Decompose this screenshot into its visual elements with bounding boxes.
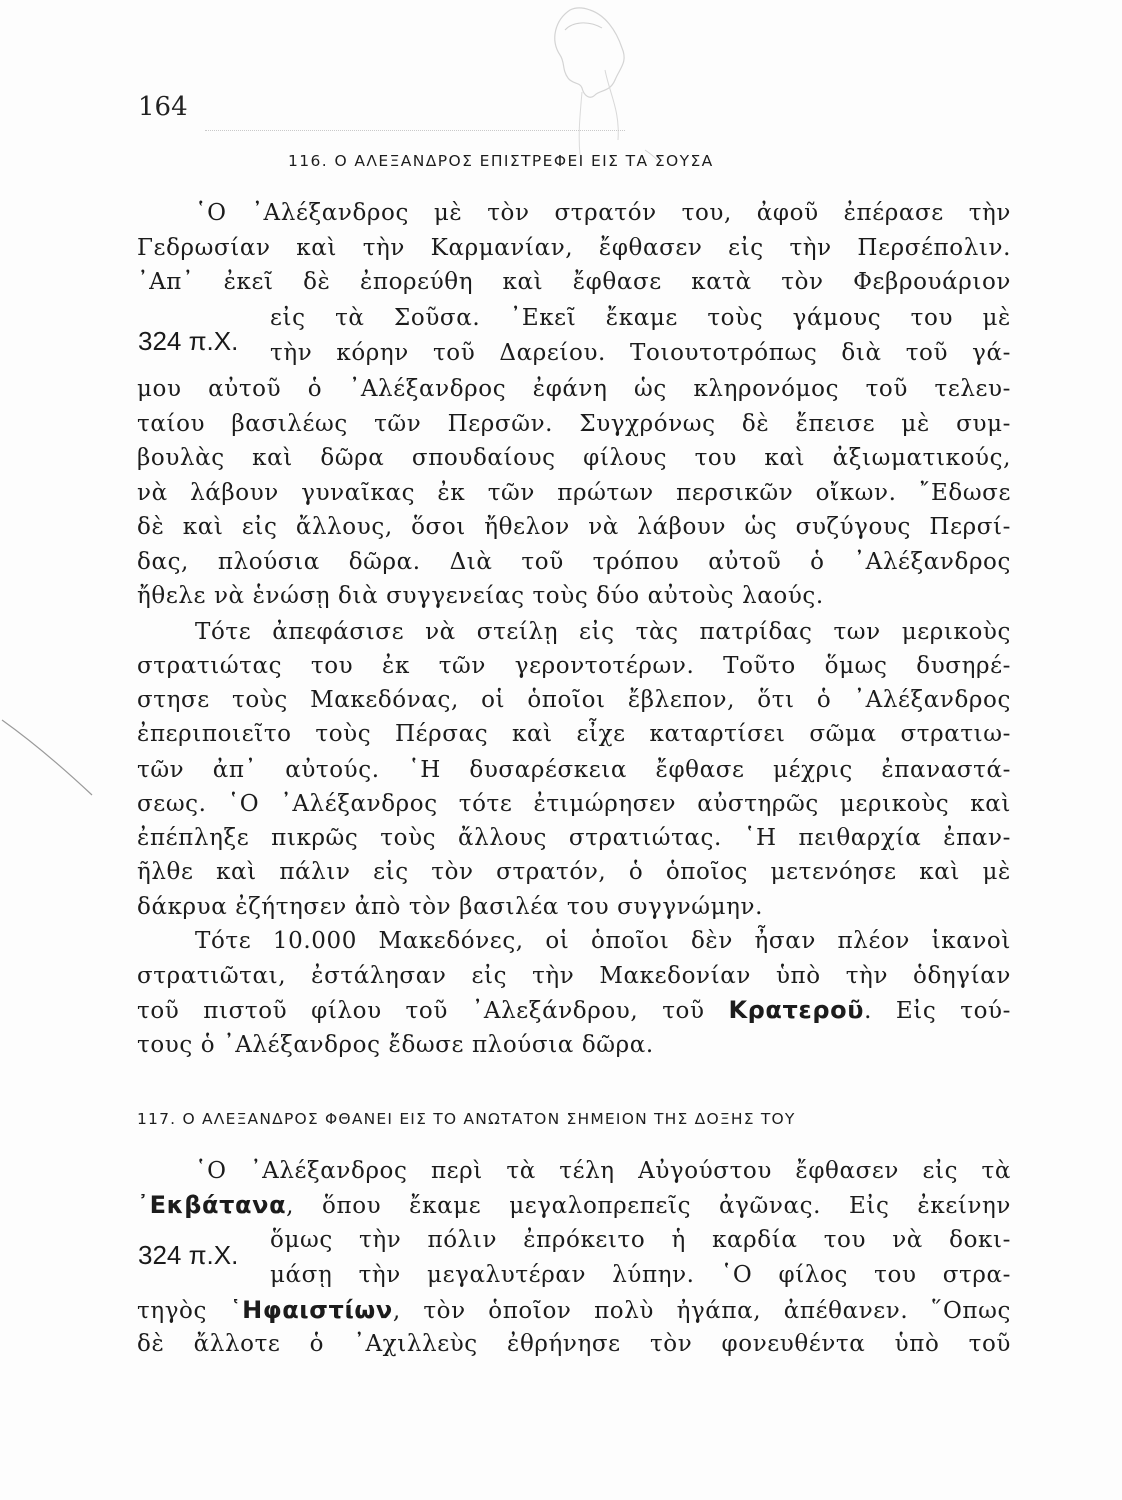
text-line: Τότε 10.000 Μακεδόνες, οἱ ὁποῖοι δὲν ἦσαν πλέον ἱκανοὶ (195, 928, 1011, 954)
name-ekbatana: ᾿Εκβάτανα (137, 1191, 287, 1219)
text-line: βουλὰς καὶ δῶρα σπουδαίους φίλους του καὶ ἀξιωματικούς, (137, 445, 1011, 471)
text-line: τὴν κόρην τοῦ Δαρείου. Τοιουτοτρόπως διὰ τοῦ γά- (270, 340, 1011, 366)
text-line: ῾Ο ᾿Αλέξανδρος μὲ τὸν στρατόν του, ἀφοῦ ἐπέρασε τὴν (195, 200, 1011, 226)
text-line (137, 1189, 1011, 1222)
text-line: μάσῃ τὴν μεγαλυτέραν λύπην. ῾Ο φίλος του στρα- (270, 1262, 1011, 1288)
text-fragment: . Εἰς τού- (864, 998, 1011, 1024)
text-line: Τότε ἀπεφάσισε νὰ στείλῃ εἰς τὰς πατρίδας των μερικοὺς (195, 619, 1011, 645)
text-line: ᾿Απ᾿ ἐκεῖ δὲ ἐπορεύθη καὶ ἔφθασε κατὰ τὸν Φεβρουάριον (137, 269, 1011, 295)
text-line: δὲ καὶ εἰς ἄλλους, ὅσοι ἤθελον νὰ λάβουν ὡς συζύγους Περσί- (137, 514, 1011, 540)
text-line: σεως. ῾Ο ᾿Αλέξανδρος τότε ἐτιμώρησεν αὐστηρῶς μερικοὺς καὶ (137, 791, 1011, 817)
text-line: ῆλθε καὶ πάλιν εἰς τὸν στρατόν, ὁ ὁποῖος μετενόησε καὶ μὲ (137, 859, 1011, 885)
pencil-sketch-head (510, 0, 670, 160)
text-line: δας, πλούσια δῶρα. Διὰ τοῦ τρόπου αὐτοῦ ὁ ᾿Αλέξανδρος (137, 549, 1011, 575)
name-hephaistion: ῾Ηφαιστίων (229, 1296, 393, 1324)
text-line: ὅμως τὴν πόλιν ἐπρόκειτο ἡ καρδία του νὰ δοκι- (270, 1227, 1011, 1253)
page-number: 164 (138, 92, 188, 122)
text-line: ῾Ο ᾿Αλέξανδρος περὶ τὰ τέλη Αὐγούστου ἔφθασεν εἰς τὰ (195, 1158, 1011, 1184)
name-kraterou: Κρατεροῦ (728, 996, 865, 1024)
section-title-117: 117. Ο ΑΛΕΞΑΝΔΡΟΣ ΦΘΑΝΕΙ ΕΙΣ ΤΟ ΑΝΩΤΑΤΟΝ ΣΗΜΕΙΟΝ ΤΗΣ ΔΟΞΗΣ ΤΟΥ (137, 1110, 796, 1128)
text-line: τῶν ἀπ᾿ αὐτούς. ῾Η δυσαρέσκεια ἔφθασε μέχρις ἐπαναστά- (137, 757, 1011, 783)
text-line: εἰς τὰ Σοῦσα. ᾿Εκεῖ ἔκαμε τοὺς γάμους του μὲ (270, 305, 1011, 331)
section-title-116: 116. Ο ΑΛΕΞΑΝΔΡΟΣ ΕΠΙΣΤΡΕΦΕΙ ΕΙΣ ΤΑ ΣΟΥΣΑ (288, 152, 714, 170)
margin-pencil-stroke (0, 700, 110, 810)
text-line: ἐπεριποιεῖτο τοὺς Πέρσας καὶ εἶχε καταρτίσει σῶμα στρατιω- (137, 721, 1011, 747)
text-line: στρατιώτας του ἐκ τῶν γεροντοτέρων. Τοῦτο ὅμως δυσηρέ- (137, 653, 1011, 679)
text-line (137, 994, 1011, 1027)
text-line: Γεδρωσίαν καὶ τὴν Καρμανίαν, ἔφθασεν εἰς τὴν Περσέπολιν. (137, 235, 1011, 261)
text-line: ἐπέπληξε πικρῶς τοὺς ἄλλους στρατιώτας. ῾Η πειθαρχία ἐπαν- (137, 825, 1011, 851)
header-divider (205, 130, 625, 131)
text-line: ταίου βασιλέως τῶν Περσῶν. Συγχρόνως δὲ ἔπεισε μὲ συμ- (137, 411, 1011, 437)
text-line: δὲ ἄλλοτε ὁ ᾿Αχιλλεὺς ἐθρήνησε τὸν φονευθέντα ὑπὸ τοῦ (137, 1331, 1011, 1357)
text-line (137, 1294, 1011, 1327)
text-line: νὰ λάβουν γυναῖκας ἐκ τῶν πρώτων περσικῶν οἴκων. ῎Εδωσε (137, 480, 1011, 506)
margin-date-117: 324 π.Χ. (138, 1240, 239, 1270)
text-fragment: , τὸν ὁποῖον πολὺ ἠγάπα, ἀπέθανεν. ῞Οπως (392, 1298, 1011, 1324)
margin-date-116: 324 π.Χ. (138, 326, 239, 356)
text-line: ἤθελε νὰ ἑνώσῃ διὰ συγγενείας τοὺς δύο αὐτοὺς λαούς. (137, 583, 824, 609)
text-fragment: τηγὸς (137, 1298, 207, 1324)
text-fragment: τοῦ πιστοῦ φίλου τοῦ ᾿Αλεξάνδρου, τοῦ (137, 998, 705, 1024)
text-line: στρατιῶται, ἐστάλησαν εἰς τὴν Μακεδονίαν ὑπὸ τὴν ὁδηγίαν (137, 963, 1011, 989)
text-fragment: , ὅπου ἔκαμε μεγαλοπρεπεῖς ἀγῶνας. Εἰς ἐκείνην (286, 1193, 1011, 1219)
text-line: δάκρυα ἐζήτησεν ἀπὸ τὸν βασιλέα του συγγνώμην. (137, 894, 764, 920)
text-line: στησε τοὺς Μακεδόνας, οἱ ὁποῖοι ἔβλεπον, ὅτι ὁ ᾿Αλέξανδρος (137, 687, 1011, 713)
text-line: τους ὁ ᾿Αλέξανδρος ἔδωσε πλούσια δῶρα. (137, 1032, 654, 1058)
text-line: μου αὐτοῦ ὁ ᾿Αλέξανδρος ἐφάνη ὡς κληρονόμος τοῦ τελευ- (137, 376, 1011, 402)
